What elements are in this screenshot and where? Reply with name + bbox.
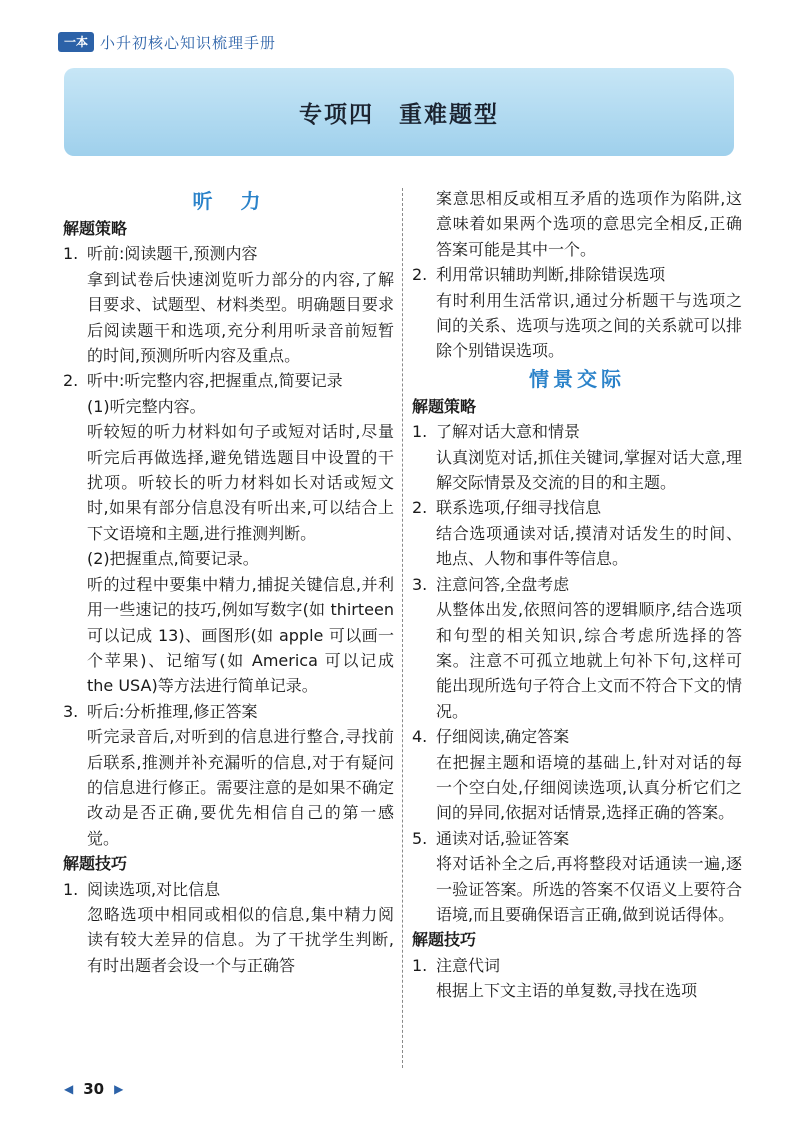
left-column	[63, 186, 394, 978]
prev-page-icon[interactable]: ◀	[64, 1082, 74, 1096]
body-paragraph: 认真浏览对话,抓住关键词,掌握对话大意,理解交际情景及交流的目的和主题。	[436, 447, 742, 493]
item-number: 2.	[412, 498, 428, 518]
item-heading: 阅读选项,对比信息	[87, 879, 221, 899]
item-heading: 了解对话大意和情景	[436, 422, 581, 442]
body-paragraph: 从整体出发,依照问答的逻辑顺序,结合选项和句型的相关知识,综合考虑所选择的答案。注意不可孤立地就上句补下句,这样可能出现所选句子符合上文而不符合下文的情况。	[436, 600, 742, 721]
numbered-item	[412, 953, 742, 978]
body-paragraph: 结合选项通读对话,摸清对话发生的时间、地点、人物和事件等信息。	[436, 523, 742, 569]
numbered-item	[412, 724, 742, 749]
next-page-icon[interactable]: ▶	[114, 1082, 124, 1096]
item-number: 2.	[412, 265, 428, 285]
numbered-item	[412, 419, 742, 444]
item-number: 2.	[63, 371, 79, 391]
body-paragraph: 听的过程中要集中精力,捕捉关键信息,并利用一些速记的技巧,例如写数字(如 thirteen 可以记成 13)、画图形(如 apple 可以画一个苹果)、记缩写(如 America 可以记成 the USA)等方法进行简单记录。	[87, 574, 394, 696]
chapter-banner	[64, 68, 734, 156]
item-heading: 通读对话,验证答案	[436, 828, 570, 848]
item-number: 1.	[412, 422, 428, 442]
body-paragraph: 听较短的听力材料如句子或短对话时,尽量听完后再做选择,避免错选题目中设置的干扰项。听较长的听力材料如长对话或短文时,如果有部分信息没有听出来,可以结合上下文语境和主题,进行推测判断。	[87, 422, 394, 543]
right-column	[412, 186, 742, 1004]
body-paragraph: 将对话补全之后,再将整段对话通读一遍,逐一验证答案。所选的答案不仅语义上要符合语境,而且要确保语言正确,做到说话得体。	[436, 854, 742, 924]
item-number: 3.	[412, 574, 428, 594]
body-paragraph: 忽略选项中相同或相似的信息,集中精力阅读有较大差异的信息。为了干扰学生判断,有时出题者会设一个与正确答	[87, 904, 394, 975]
body-paragraph: 在把握主题和语境的基础上,针对对话的每一个空白处,仔细阅读选项,认真分析它们之间的异同,依据对话情景,选择正确的答案。	[436, 752, 742, 823]
item-number: 1.	[412, 955, 428, 975]
item-number: 4.	[412, 727, 428, 747]
item-heading: 仔细阅读,确定答案	[436, 727, 570, 747]
item-number: 5.	[412, 828, 428, 848]
numbered-item	[412, 572, 742, 597]
page-footer	[64, 1080, 123, 1098]
numbered-item	[412, 495, 742, 520]
item-number: 1.	[63, 244, 79, 264]
item-heading: 听中:听完整内容,把握重点,简要记录	[87, 371, 343, 391]
body-paragraph: 拿到试卷后快速浏览听力部分的内容,了解目要求、试题型、材料类型。明确题目要求后阅读题干和选项,充分利用听录音前短暂的时间,预测所听内容及重点。	[87, 269, 394, 366]
brand-logo: 一本	[58, 32, 94, 52]
page-number: 30	[83, 1080, 105, 1098]
body-paragraph: (2)把握重点,简要记录。	[87, 549, 259, 569]
subsection-heading: 解题技巧	[412, 930, 477, 950]
numbered-item	[412, 826, 742, 851]
top-header	[58, 30, 276, 54]
subsection-heading: 解题策略	[63, 219, 128, 238]
chapter-title: 专项四 重难题型	[299, 101, 499, 128]
numbered-item	[412, 262, 742, 287]
book-title: 小升初核心知识梳理手册	[100, 33, 277, 52]
numbered-item	[63, 877, 394, 902]
item-heading: 利用常识辅助判断,排除错误选项	[436, 265, 666, 285]
section-title: 情景交际	[529, 366, 625, 391]
item-number: 1.	[63, 879, 79, 899]
item-heading: 听后:分析推理,修正答案	[87, 701, 258, 721]
body-paragraph: 根据上下文主语的单复数,寻找在选项	[436, 981, 698, 1001]
section-title: 听 力	[192, 189, 265, 213]
item-heading: 联系选项,仔细寻找信息	[436, 498, 602, 518]
item-heading: 注意代词	[436, 955, 501, 975]
body-paragraph: 听完录音后,对听到的信息进行整合,寻找前后联系,推测并补充漏听的信息,对于有疑问的信息进行修正。需要注意的是如果不确定改动是否正确,要优先相信自己的第一感觉。	[87, 727, 394, 848]
numbered-item	[63, 241, 394, 266]
item-heading: 听前:阅读题干,预测内容	[87, 244, 258, 264]
body-paragraph: (1)听完整内容。	[87, 396, 206, 416]
subsection-heading: 解题技巧	[63, 854, 128, 874]
column-divider	[402, 188, 403, 1068]
numbered-item	[63, 699, 394, 724]
body-paragraph: 案意思相反或相互矛盾的选项作为陷阱,这意味着如果两个选项的意思完全相反,正确答案可能是其中一个。	[436, 189, 742, 259]
item-number: 3.	[63, 701, 79, 721]
subsection-heading: 解题策略	[412, 396, 477, 416]
body-paragraph: 有时利用生活常识,通过分析题干与选项之间的关系、选项与选项之间的关系就可以排除个别错误选项。	[436, 290, 742, 361]
numbered-item	[63, 368, 394, 393]
item-heading: 注意问答,全盘考虑	[436, 574, 570, 594]
